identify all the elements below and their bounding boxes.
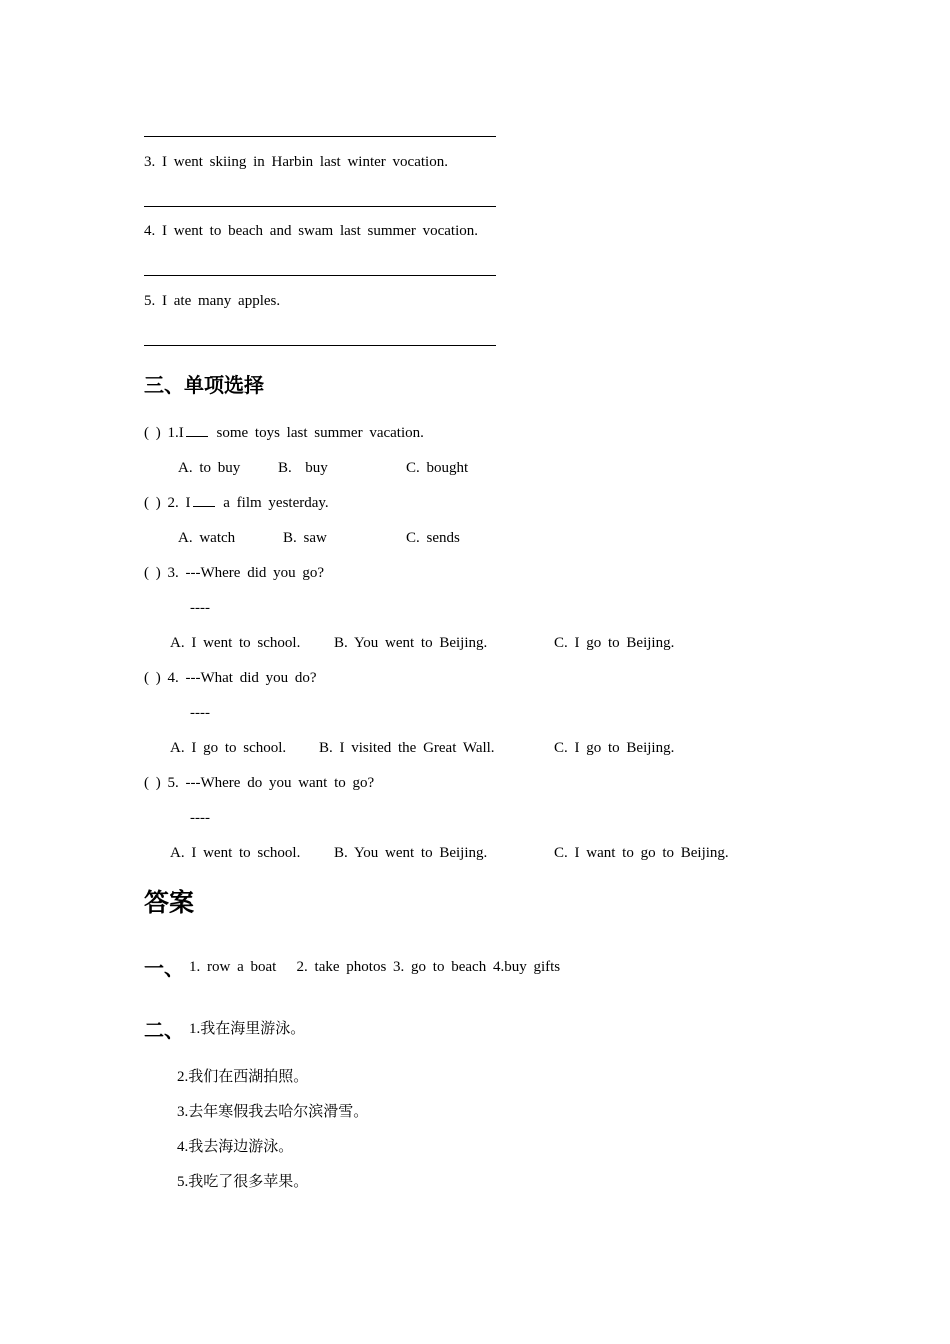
question-1 <box>144 424 424 442</box>
q5-option-a: A. I went to school. <box>170 845 301 861</box>
q3-answer-dashes: ---- <box>190 600 210 616</box>
q2-option-c: C. sends <box>406 530 460 546</box>
q4-option-c: C. I go to Beijing. <box>554 740 675 756</box>
q4-option-b: B. I visited the Great Wall. <box>319 740 495 756</box>
question-5: ( ) 5. ---Where do you want to go? <box>144 775 375 791</box>
answers-part1: 1. row a boat 2. take photos 3. go to beach 4.buy gifts <box>189 959 561 975</box>
q2-post: a film yesterday. <box>223 495 329 511</box>
q1-pre: ( ) 1.I <box>144 425 184 441</box>
answers-part2-item: 2.我们在西湖拍照。 <box>177 1069 309 1085</box>
answers-part2-item: 4.我去海边游泳。 <box>177 1139 294 1155</box>
question-3: ( ) 3. ---Where did you go? <box>144 565 325 581</box>
q4-answer-dashes: ---- <box>190 705 210 721</box>
q1-option-c: C. bought <box>406 460 469 476</box>
q5-answer-dashes: ---- <box>190 810 210 826</box>
question-4: ( ) 4. ---What did you do? <box>144 670 317 686</box>
answers-title: 答案 <box>144 888 195 917</box>
q3-option-a: A. I went to school. <box>170 635 301 651</box>
q2-pre: ( ) 2. I <box>144 495 191 511</box>
q1-option-a: A. to buy <box>178 460 241 476</box>
q5-option-b: B. You went to Beijing. <box>334 845 488 861</box>
translate-item-3: 3. I went skiing in Harbin last winter vocation. <box>144 154 448 170</box>
q5-option-c: C. I want to go to Beijing. <box>554 845 729 861</box>
blank <box>193 494 215 507</box>
q4-option-a: A. I go to school. <box>170 740 287 756</box>
answer-line <box>144 345 496 346</box>
translate-item-5: 5. I ate many apples. <box>144 293 281 309</box>
answers-part1-label: 一、 <box>144 956 184 980</box>
q3-option-b: B. You went to Beijing. <box>334 635 488 651</box>
q1-post: some toys last summer vacation. <box>216 425 424 441</box>
answer-line <box>144 136 496 137</box>
translate-item-4: 4. I went to beach and swam last summer vocation. <box>144 223 479 239</box>
q3-option-c: C. I go to Beijing. <box>554 635 675 651</box>
q1-option-b: B. buy <box>278 460 328 476</box>
section-title: 三、单项选择 <box>144 373 264 397</box>
answers-part2-item: 3.去年寒假我去哈尔滨滑雪。 <box>177 1104 369 1120</box>
q2-option-a: A. watch <box>178 530 236 546</box>
answers-part2-item: 1.我在海里游泳。 <box>189 1021 306 1037</box>
answer-line <box>144 206 496 207</box>
answer-line <box>144 275 496 276</box>
q2-option-b: B. saw <box>283 530 327 546</box>
answers-part2-item: 5.我吃了很多苹果。 <box>177 1174 309 1190</box>
question-2 <box>144 494 329 512</box>
blank <box>186 424 208 437</box>
answers-part2-label: 二、 <box>144 1018 184 1042</box>
